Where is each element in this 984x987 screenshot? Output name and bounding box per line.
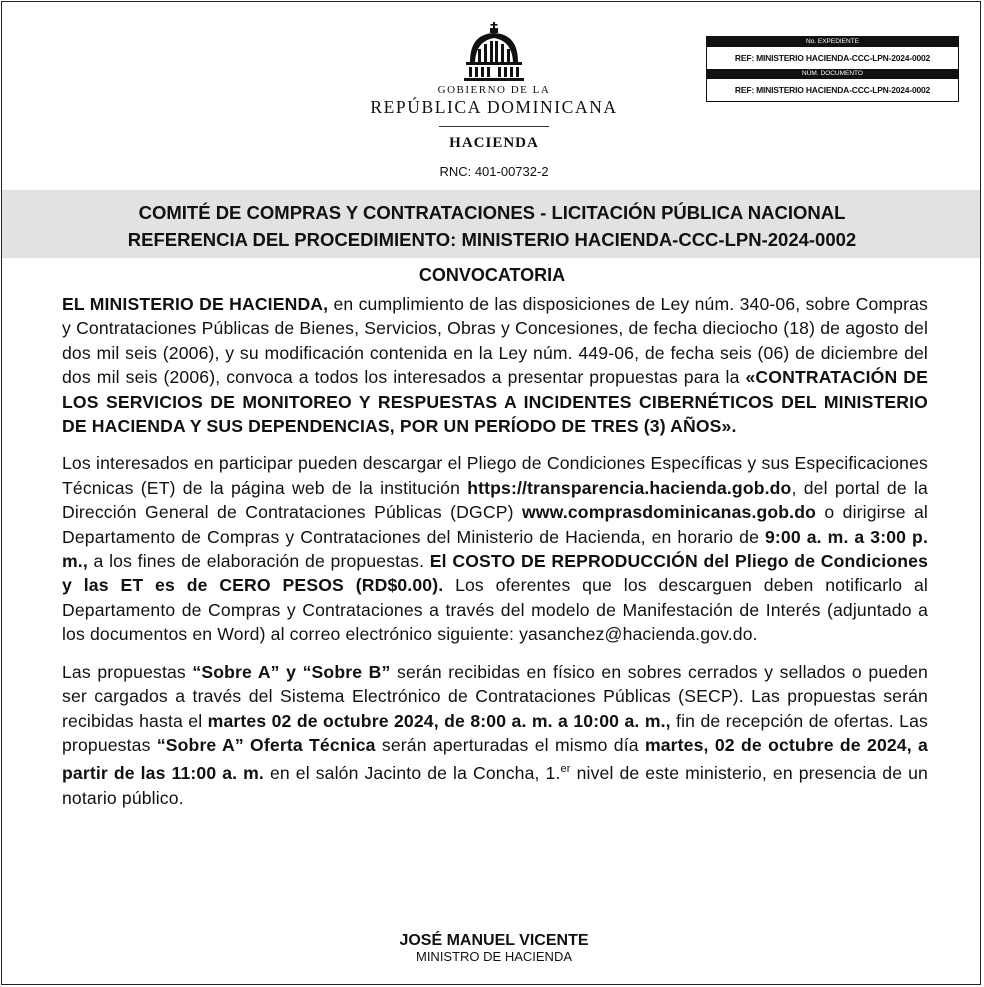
ministry-lead: EL MINISTERIO DE HACIENDA,: [62, 294, 329, 314]
expediente-box: [706, 36, 959, 102]
paragraph-download: [62, 451, 928, 646]
header: [2, 2, 980, 190]
download-text-4: a los fines de elaboración de propuestas.: [87, 551, 430, 572]
download-text-2: , del portal de la Dirección General de Contrataciones Públicas (DGCP): [62, 477, 928, 523]
government-dome-emblem-icon: [462, 22, 526, 84]
republic-name: REPÚBLICA DOMINICANA: [370, 97, 618, 117]
proposals-text-5: en el salón Jacinto de la Concha, 1.: [263, 763, 561, 784]
signatory-name: JOSÉ MANUEL VICENTE: [399, 932, 589, 949]
title-line-1: COMITÉ DE COMPRAS Y CONTRATACIONES - LICITACIÓN PÚBLICA NACIONAL: [138, 202, 846, 223]
ministry-name: HACIENDA: [449, 135, 539, 151]
intro-text: en cumplimiento de las disposiciones de Ley núm. 340-06, sobre Compras y Contrataciones Públicas de Bienes, Servicios, Obras y Concesiones, de fecha dieciocho (18) de agosto del dos mil seis (2006), y su modificación contenida en la Ley núm. 449-06, de fecha seis (06) de diciembre del dos mil seis (2006), convoca a todos los interesados a presentar propuestas para la: [62, 294, 929, 388]
reproduction-cost: El COSTO DE REPRODUCCIÓN del Pliego de Condiciones y las ET es de CERO PESOS (RD$0.00).: [62, 551, 929, 596]
download-text-3: o dirigirse al Departamento de Compras y Contrataciones del Ministerio de Hacienda, en horario de: [62, 502, 928, 547]
transparency-link[interactable]: https://transparencia.hacienda.gob.do: [467, 477, 792, 498]
notice-frame: [1, 1, 981, 985]
proposals-text-2: serán recibidas en físico en sobres cerrados y sellados o pueden ser cargados a través del Sistema Electrónico de Contrataciones Públicas (SECP). Las propuestas serán recibidas hasta el: [62, 661, 928, 731]
submission-deadline: martes 02 de octubre 2024, de 8:00 a. m. a 10:00 a. m.,: [207, 710, 671, 731]
document-number-label: NÚM. DOCUMENTO: [707, 69, 958, 79]
government-label: GOBIERNO DE LA: [437, 84, 551, 96]
convocatoria-heading: CONVOCATORIA: [418, 265, 566, 285]
proposals-text-4: serán aperturadas el mismo día: [375, 734, 645, 755]
paragraph-proposals: [62, 660, 928, 810]
download-text-1: Los interesados en participar pueden descargar el Pliego de Condiciones Específicas y sus Especificaciones Técnicas (ET) de la página web de la institución: [62, 453, 928, 498]
notice-body: [62, 292, 928, 823]
expediente-value: REF: MINISTERIO HACIENDA-CCC-LPN-2024-0002: [734, 53, 931, 63]
paragraph-intro: [62, 292, 928, 438]
office-hours: 9:00 a. m. a 3:00 p. m.,: [62, 526, 928, 572]
signatory-role: MINISTRO DE HACIENDA: [415, 949, 572, 964]
proposals-text-3: fin de recepción de ofertas. Las propuestas: [62, 710, 928, 755]
divider: [439, 126, 549, 127]
download-text-5: Los oferentes que los descarguen deben notificarlo al Departamento de Compras y Contrataciones a través del modelo de Manifestación de Interés (adjuntado a los documentos en Word) al correo electrónico siguiente: yasanchez@hacienda.gov.do.: [62, 575, 928, 645]
contract-object: «CONTRATACIÓN DE LOS SERVICIOS DE MONITOREO Y RESPUESTAS A INCIDENTES CIBERNÉTICOS DEL MINISTERIO DE HACIENDA Y SUS DEPENDENCIAS, POR UN PERÍODO DE TRES (3) AÑOS».: [62, 367, 929, 437]
document-number-value: REF: MINISTERIO HACIENDA-CCC-LPN-2024-0002: [734, 85, 931, 95]
sobres-label: “Sobre A” y “Sobre B”: [192, 661, 391, 682]
opening-date: martes, 02 de octubre de 2024, a partir de las 11:00 a. m.: [62, 734, 928, 784]
rnc-number: RNC: 401-00732-2: [439, 164, 549, 179]
title-line-2: REFERENCIA DEL PROCEDIMIENTO: MINISTERIO HACIENDA-CCC-LPN-2024-0002: [127, 229, 857, 250]
proposals-text-6: nivel de este ministerio, en presencia de un notario público.: [62, 763, 928, 808]
proposals-text-1: Las propuestas: [62, 661, 193, 682]
expediente-label: No. EXPEDIENTE: [707, 37, 958, 47]
ordinal-superscript: er: [560, 763, 571, 776]
sobre-a-label: “Sobre A” Oferta Técnica: [156, 734, 376, 755]
compras-link[interactable]: www.comprasdominicanas.gob.do: [521, 502, 817, 523]
